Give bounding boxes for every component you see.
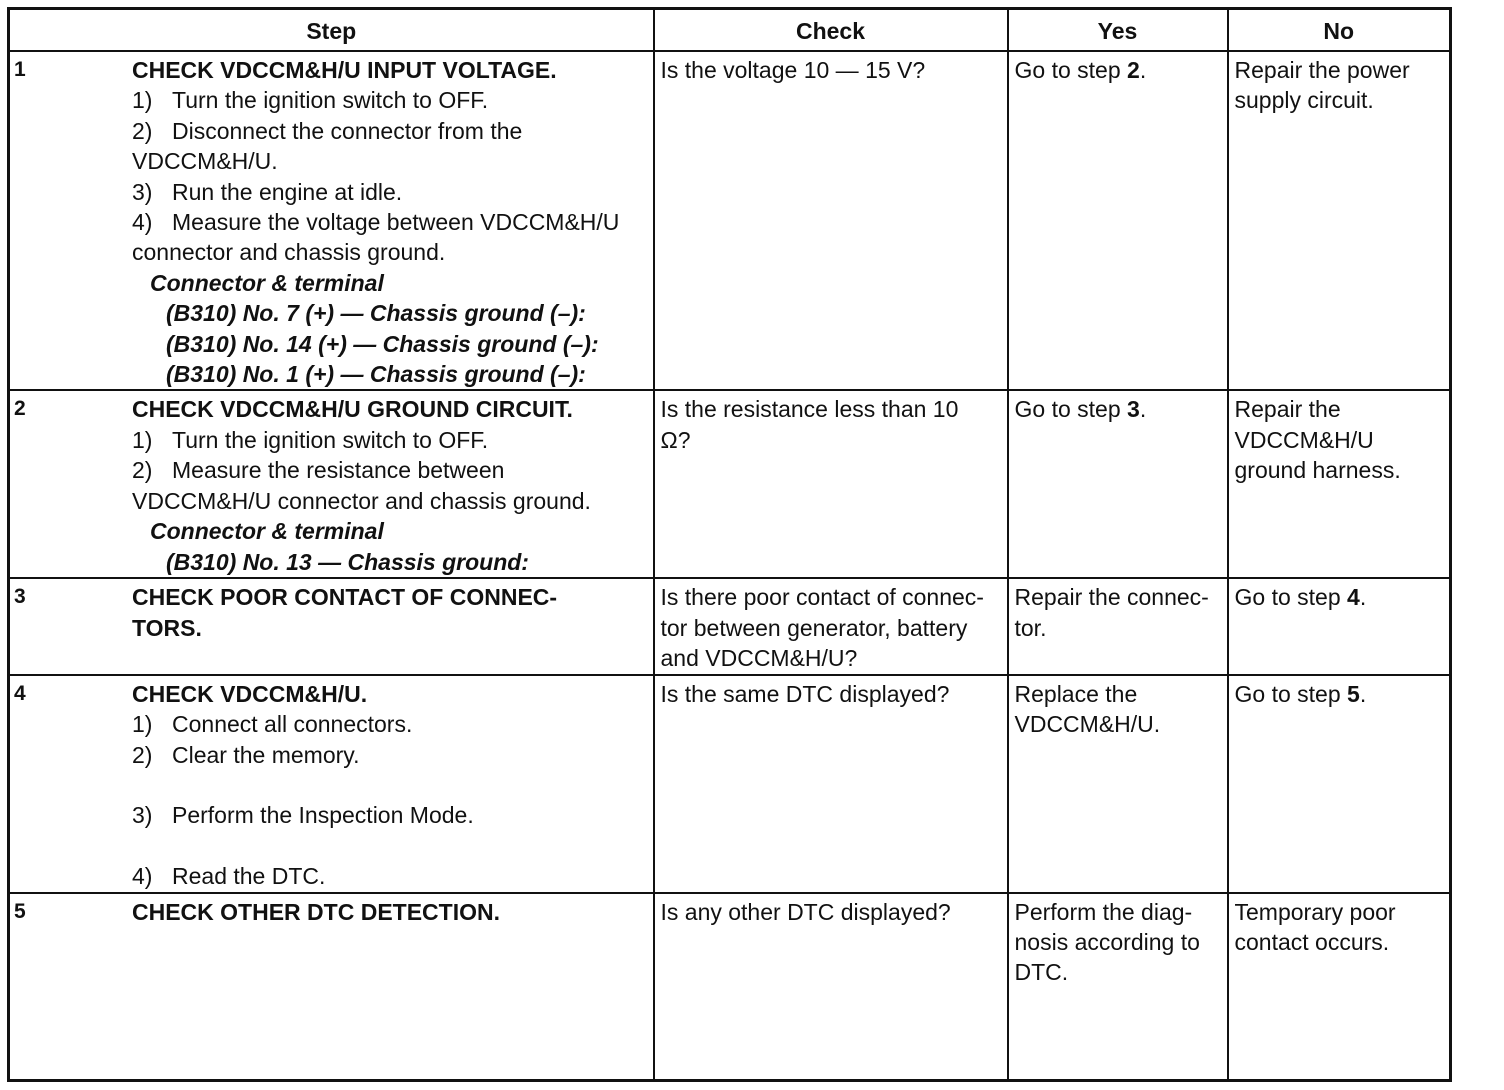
no-action: Temporary poor	[1234, 898, 1396, 925]
step-title: CHECK POOR CONTACT OF CONNEC-	[132, 584, 558, 611]
step-title: CHECK OTHER DTC DETECTION.	[132, 898, 500, 925]
yes-action: Go to step	[1014, 57, 1128, 83]
check-question: Ω?	[660, 426, 691, 453]
step-title: CHECK VDCCM&H/U INPUT VOLTAGE.	[132, 57, 557, 83]
no-cell-2	[1228, 390, 1451, 578]
no-action: Go to step	[1234, 584, 1348, 611]
instruction-line-cont: VDCCM&H/U.	[132, 148, 278, 175]
check-question: Is the resistance less than 10	[660, 396, 959, 423]
no-action: supply circuit.	[1234, 87, 1374, 114]
no-action: Repair the	[1234, 396, 1341, 423]
instruction-line: 3) Run the engine at idle.	[132, 178, 403, 205]
table-row-step-1	[9, 51, 1451, 390]
step-cell-2	[9, 390, 654, 578]
no-action: VDCCM&H/U	[1234, 426, 1374, 453]
instruction-line: 2) Measure the resistance between	[132, 457, 505, 484]
no-cell-4: Go to step 5.	[1228, 675, 1451, 893]
check-question: Is there poor contact of connec-	[660, 584, 984, 611]
connector-label: Connector & terminal	[150, 269, 384, 296]
instruction-line: 1) Turn the ignition switch to OFF.	[132, 426, 489, 453]
connector-label: Connector & terminal	[150, 518, 384, 545]
instruction-line: 1) Connect all connectors.	[132, 711, 413, 738]
step-title: CHECK VDCCM&H/U GROUND CIRCUIT.	[132, 396, 573, 423]
instruction-line: 2) Disconnect the connector from the	[132, 117, 523, 144]
yes-action: DTC.	[1014, 959, 1069, 986]
table-row-step-2	[9, 390, 1451, 578]
yes-step-ref: 3	[1127, 396, 1140, 423]
step-number: 3	[14, 585, 26, 609]
no-action: Repair the power	[1234, 57, 1410, 83]
step-number: 4	[14, 681, 26, 705]
table-row-step-3	[9, 578, 1451, 674]
check-question: Is the same DTC displayed?	[660, 680, 950, 707]
header-row	[9, 9, 1451, 52]
yes-action: Replace the	[1014, 680, 1138, 707]
step-cell-1	[9, 51, 654, 390]
no-action: contact occurs.	[1234, 928, 1390, 955]
spacer	[132, 770, 647, 800]
instruction-line-cont: VDCCM&H/U connector and chassis ground.	[132, 487, 591, 514]
step-number: 2	[14, 397, 26, 421]
check-question: tor between generator, battery	[660, 614, 968, 641]
check-cell-5	[654, 893, 1008, 1081]
terminal-spec: (B310) No. 1 (+) — Chassis ground (–):	[166, 361, 586, 388]
yes-action: tor.	[1014, 614, 1047, 641]
yes-action: Go to step	[1014, 396, 1128, 423]
check-question: and VDCCM&H/U?	[660, 645, 858, 672]
no-action: ground harness.	[1234, 457, 1401, 484]
yes-cell-4	[1008, 675, 1228, 893]
step-title: TORS.	[132, 614, 202, 641]
table-row-step-5	[9, 893, 1451, 1081]
yes-cell-3	[1008, 578, 1228, 674]
step-title: CHECK VDCCM&H/U.	[132, 680, 368, 707]
table-row-step-4	[9, 675, 1451, 893]
yes-cell-1: Go to step 2.	[1008, 51, 1228, 390]
terminal-spec: (B310) No. 7 (+) — Chassis ground (–):	[166, 300, 586, 327]
header-yes: Yes	[1008, 9, 1228, 52]
no-cell-1	[1228, 51, 1451, 390]
no-cell-5	[1228, 893, 1451, 1081]
step-number: 1	[14, 58, 26, 81]
yes-action: nosis according to	[1014, 928, 1200, 955]
yes-action: Repair the connec-	[1014, 584, 1209, 611]
instruction-line: 1) Turn the ignition switch to OFF.	[132, 87, 489, 114]
instruction-line: 4) Read the DTC.	[132, 863, 326, 890]
instruction-line-cont: connector and chassis ground.	[132, 239, 446, 266]
header-step: Step	[9, 9, 654, 52]
yes-step-ref: 2	[1127, 57, 1140, 83]
check-question: Is any other DTC displayed?	[660, 898, 951, 925]
instruction-line: 3) Perform the Inspection Mode.	[132, 802, 474, 829]
step-cell-5	[9, 893, 654, 1081]
no-step-ref: 4	[1347, 584, 1360, 611]
yes-action: Perform the diag-	[1014, 898, 1193, 925]
step-number: 5	[14, 899, 26, 923]
terminal-spec: (B310) No. 13 — Chassis ground:	[166, 548, 529, 575]
check-question: Is the voltage 10 — 15 V?	[660, 57, 926, 83]
check-cell-3	[654, 578, 1008, 674]
diagnostic-table	[7, 7, 1452, 1082]
yes-action: VDCCM&H/U.	[1014, 711, 1161, 738]
yes-cell-5	[1008, 893, 1228, 1081]
yes-cell-2: Go to step 3.	[1008, 390, 1228, 578]
step-cell-4	[9, 675, 654, 893]
spacer	[132, 831, 647, 861]
check-cell-2	[654, 390, 1008, 578]
check-cell-4	[654, 675, 1008, 893]
terminal-spec: (B310) No. 14 (+) — Chassis ground (–):	[166, 330, 599, 357]
step-cell-3	[9, 578, 654, 674]
instruction-line: 2) Clear the memory.	[132, 741, 360, 768]
no-action: Go to step	[1234, 680, 1348, 707]
no-cell-3: Go to step 4.	[1228, 578, 1451, 674]
header-no: No	[1228, 9, 1451, 52]
instruction-line: 4) Measure the voltage between VDCCM&H/U	[132, 209, 620, 236]
header-check: Check	[654, 9, 1008, 52]
check-cell-1	[654, 51, 1008, 390]
no-step-ref: 5	[1347, 680, 1360, 707]
